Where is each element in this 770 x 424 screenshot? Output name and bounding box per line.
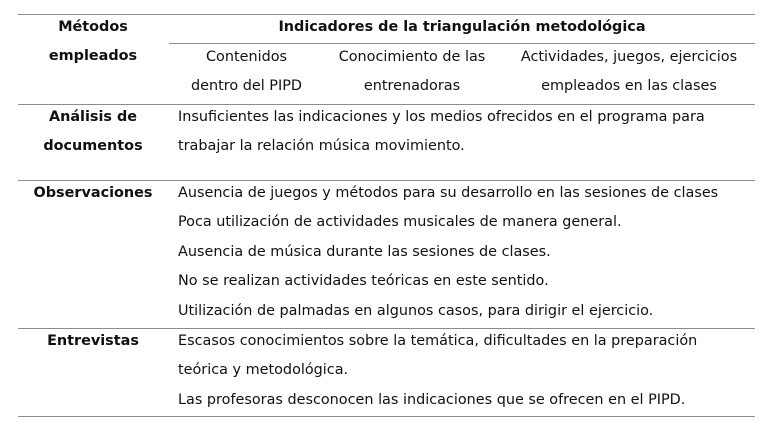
method-observations: Observaciones bbox=[33, 185, 153, 201]
indicators-subheader-rule bbox=[169, 43, 755, 44]
row1-line2: trabajar la relación música movimiento. bbox=[178, 138, 465, 154]
subcol-activities-line1: Actividades, juegos, ejercicios bbox=[520, 49, 738, 65]
table-top-rule bbox=[18, 14, 755, 15]
row3-line1: Escasos conocimientos sobre la temática, dificultades en la preparación bbox=[178, 333, 698, 349]
indicators-title: Indicadores de la triangulación metodológica bbox=[278, 19, 646, 35]
row-rule-1 bbox=[18, 180, 755, 181]
row3-line3: Las profesoras desconocen las indicaciones que se ofrecen en el PIPD. bbox=[178, 392, 686, 408]
row2-line4: No se realizan actividades teóricas en este sentido. bbox=[178, 273, 549, 289]
methods-header-line2: empleados bbox=[48, 48, 138, 64]
row2-line1: Ausencia de juegos y métodos para su desarrollo en las sesiones de clases bbox=[178, 185, 719, 201]
subcol-activities-line2: empleados en las clases bbox=[541, 78, 717, 94]
subcol-contents-line1: Contenidos bbox=[205, 49, 288, 65]
method-document-analysis-line2: documentos bbox=[43, 138, 143, 154]
subcol-contents-line2: dentro del PIPD bbox=[191, 78, 302, 94]
subcol-knowledge-line2: entrenadoras bbox=[363, 78, 461, 94]
method-interviews: Entrevistas bbox=[47, 333, 139, 349]
row3-line2: teórica y metodológica. bbox=[178, 362, 349, 378]
header-bottom-rule bbox=[18, 104, 755, 105]
row2-line5: Utilización de palmadas en algunos casos, para dirigir el ejercicio. bbox=[178, 303, 654, 319]
row2-line3: Ausencia de música durante las sesiones de clases. bbox=[178, 244, 551, 260]
row2-line2: Poca utilización de actividades musicales de manera general. bbox=[178, 214, 622, 230]
method-document-analysis-line1: Análisis de bbox=[48, 109, 138, 125]
row1-line1: Insuficientes las indicaciones y los medios ofrecidos en el programa para bbox=[178, 109, 705, 125]
subcol-knowledge-line1: Conocimiento de las bbox=[338, 49, 486, 65]
row-rule-2 bbox=[18, 328, 755, 329]
table-bottom-rule bbox=[18, 416, 755, 417]
methods-header-line1: Métodos bbox=[58, 19, 128, 35]
